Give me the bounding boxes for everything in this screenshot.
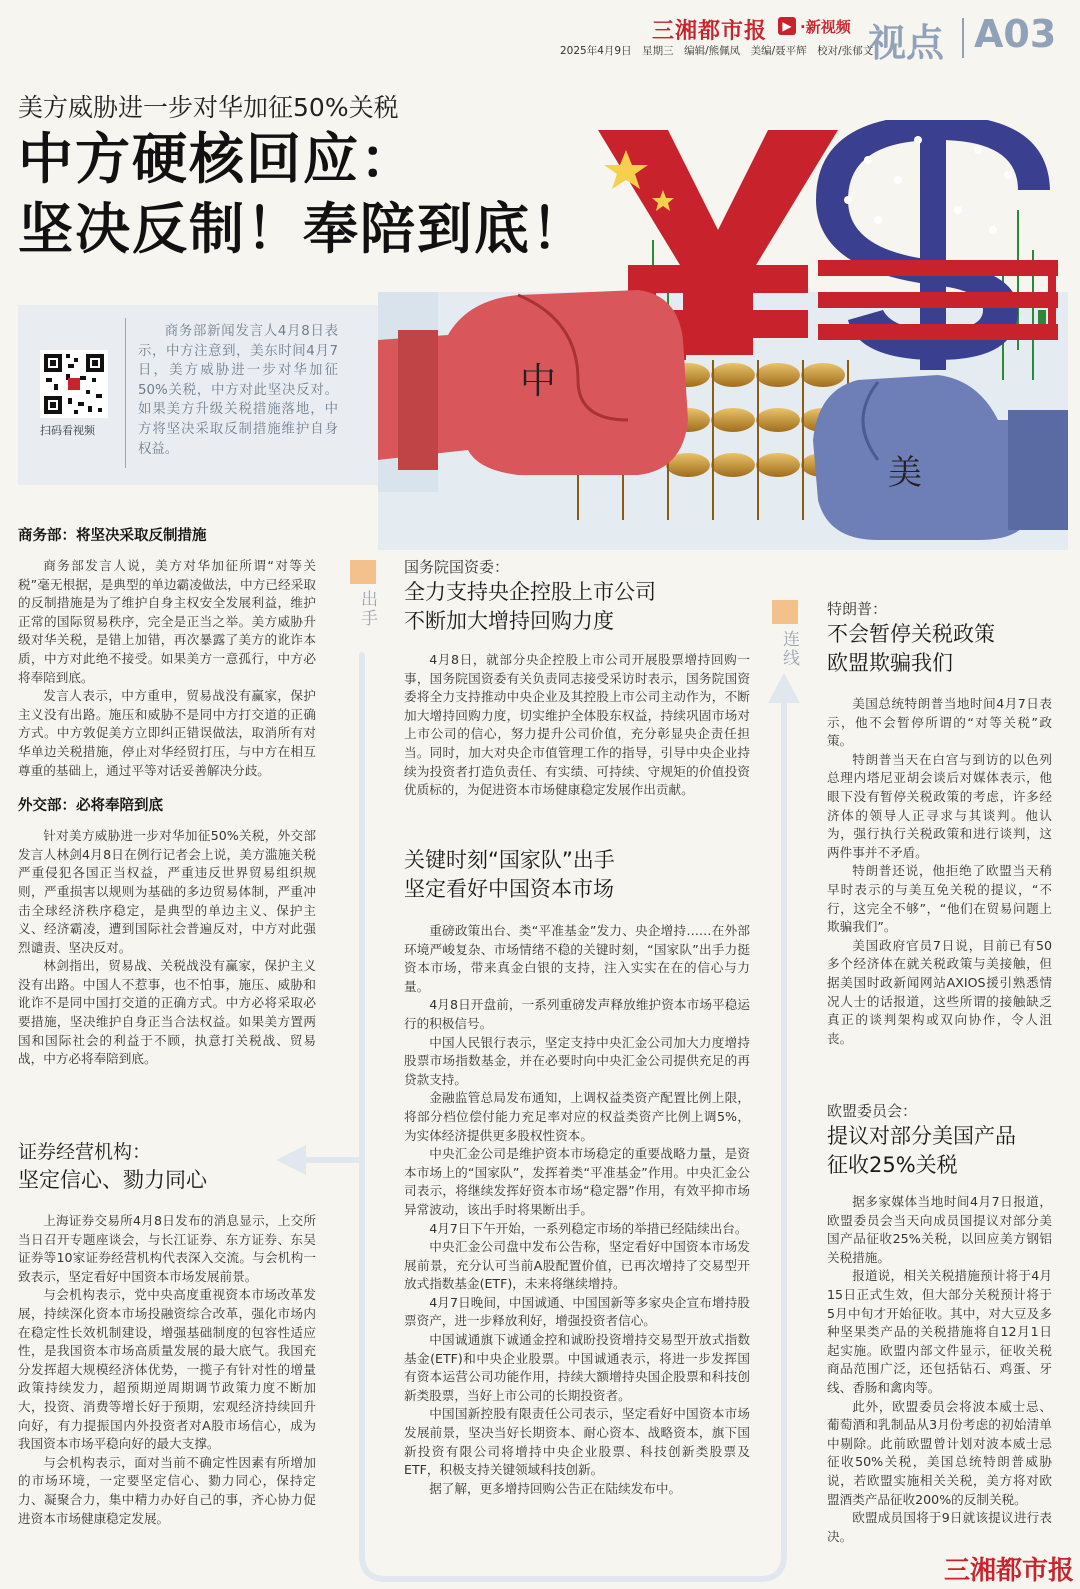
team-para: 中国诚通旗下诚通金控和诚盼投资增持交易型开放式指数基金(ETF)和中央企业股票。中国诚通表示，将进一步发挥国有资本运营公司功能作用，持续大额增持央国企股票和科技创新类股票，当好上市公司的长期投资者。 [404,1332,750,1403]
up-arrow-icon [768,673,800,703]
section-name: 视点 [868,21,945,65]
trump-para: 特朗普当天在白宫与到访的以色列总理内塔尼亚胡会谈后对媒体表示，他眼下没有暂停关税政策的考虑，许多经济体的领导人正寻求与其谈判。他认为，强行执行关税政策和进行谈判，这两件事并不矛盾。 [827,751,1052,860]
masthead-logo: 三湘都市报 [652,19,768,44]
masthead-divider [962,18,964,58]
team-para: 中央汇金公司盘中发布公告称，坚定看好中国资本市场发展前景，充分认可当前A股配置价值，已再次增持了交易型开放式指数基金(ETF)，未来将继续增持。 [404,1239,750,1292]
trump-para: 特朗普还说，他拒绝了欧盟当天稍早时表示的与美互免关税的提议，“不行，这完全不够”，“他们在贸易问题上欺骗我们”。 [827,863,1052,935]
qr-code[interactable] [40,350,108,418]
team-heading-line2: 坚定看好中国资本市场 [404,877,614,901]
mfa-heading: 外交部：必将奉陪到底 [18,798,163,815]
qr-caption: 扫码看视频 [40,424,95,437]
eu-body [827,1193,1052,1546]
sasac-body [404,651,750,800]
broker-heading-small: 证券经营机构： [18,1141,152,1163]
eu-para: 此外，欧盟委员会将波本威士忌、葡萄酒和乳制品从3月份考虑的初始清单中剔除。此前欧盟曾计划对波本威士忌征收50%关税，美国总统特朗普威胁说，若欧盟实施相关关税，美方将对欧盟酒类产品征收200%的反制关税。 [827,1398,1052,1507]
footer-logo: 三湘都市报 [940,1550,1078,1587]
eu-para: 欧盟成员国将于9日就该提议进行表决。 [827,1510,1052,1544]
eu-heading [827,1100,1052,1180]
eu-heading-line1: 提议对部分美国产品 [827,1124,1016,1148]
team-para: 中国人民银行表示，坚定支持中央汇金公司加大力度增持股票市场指数基金，并在必要时向中央汇金公司提供充足的再贷款支持。 [404,1034,750,1087]
chushou-label: 出手 [357,590,377,628]
sasac-heading-line1: 全力支持央企控股上市公司 [404,580,656,604]
team-body [404,922,750,1498]
team-para: 4月7日晚间，中国诚通、中国国新等多家央企宣布增持股票资产，进一步释放利好，增强投资者信心。 [404,1294,750,1329]
team-para: 据了解，更多增持回购公告正在陆续发布中。 [429,1480,682,1496]
team-para: 重磅政策出台、类“平准基金”发力、央企增持……在外部环境严峻复杂、市场情绪不稳的关键时刻，“国家队”出手力挺资本市场，带来真金白银的支持，注入实实在在的信心与力量。 [404,923,750,994]
video-brand-icon: ▶ [778,17,796,35]
chushou-tab [350,560,376,584]
sasac-heading-line2: 不断加大增持回购力度 [404,609,614,633]
trump-para: 美国总统特朗普当地时间4月7日表示，他不会暂停所谓的“对等关税”政策。 [827,696,1052,749]
trump-heading-line1: 不会暂停关税政策 [827,622,995,646]
lianxian-tab [772,600,798,624]
trump-body [827,695,1052,1048]
broker-para: 与会机构表示，党中央高度重视资本市场改革发展，持续深化资本市场投融资综合改革，强化市场内在稳定性长效机制建设，增强基础制度的包容性适应性，是我国资本市场高质量发展的最大底气。我国充分发挥超大规模经济体优势，一揽子有针对性的增量政策持续发力，超预期逆周期调节政策力度不断加大，投资、消费等增长好于预期，宏观经济持续回升向好，有力提振国内外投资者对A股市场信心，成为我国资本市场平稳向好的最大支撑。 [18,1287,316,1452]
sasac-para: 4月8日，就部分央企控股上市公司开展股票增持回购一事，国务院国资委有关负责同志接受采访时表示，国务院国资委将全力支持推动中央企业及其控股上市公司主动作为，不断加大增持回购力度，切实维护全体股东权益，持续巩固市场对上市公司的信心，努力提升公司价值，充分彰显央企责任担当。同时，加大对央企市值管理工作的指导，引导中央企业持续为投资者打造负责任、有实绩、可持续、守规矩的价值投资优质标的，为促进资本市场健康稳定发展作出贡献。 [404,652,750,798]
mofcom-heading: 商务部：将坚决采取反制措施 [18,528,207,544]
video-brand: ·新视频 [800,18,851,36]
sasac-heading [404,556,750,636]
eu-heading-line2: 征收25%关税 [827,1153,958,1177]
lead-text: 商务部新闻发言人4月8日表示，中方注意到，美东时间4月7日，美方威胁进一步对华加征50%关税，中方对此坚决反对。如果美方升级关税措施落地，中方将坚决采取反制措施维护自身权益。 [138,324,338,457]
page-number: A03 [974,12,1057,56]
trump-heading-line2: 欧盟欺骗我们 [827,651,953,675]
mofcom-para: 发言人表示，中方重申，贸易战没有赢家，保护主义没有出路。施压和威胁不是同中方打交道的正确方式。中方敦促美方立即纠正错误做法，取消所有对华单边关税措施，停止对华经贸打压，与中方在相互尊重的基础上，通过平等对话妥善解决分歧。 [18,688,316,778]
team-para: 4月7日下午开始，一系列稳定市场的举措已经陆续出台。 [429,1220,748,1236]
cover-illustration [378,120,1068,550]
team-heading-line1: 关键时刻“国家队”出手 [404,848,615,872]
lianxian-label: 连线 [779,630,799,668]
team-para: 4月8日开盘前，一系列重磅发声释放维护资本市场平稳运行的积极信号。 [404,997,750,1031]
dollar-symbol [816,120,1058,370]
trump-para: 美国政府官员7日说，目前已有50多个经济体在就关税政策与美接触，但据美国时政新闻网站AXIOS援引熟悉情况人士的话报道，这些所谓的接触缺乏真正的谈判架构或双向协作，令人沮丧。 [827,937,1052,1046]
eu-para: 据多家媒体当地时间4月7日报道，欧盟委员会当天向成员国提议对部分美国产品征收25%关税，以回应美方钢铝关税措施。 [827,1194,1052,1265]
team-heading [404,846,750,904]
tariff-fight-image [378,120,1068,550]
broker-para: 与会机构表示，面对当前不确定性因素有所增加的市场环境，一定要坚定信心、勠力同心，保持定力、凝聚合力，集中精力办好自己的事，齐心协力促进资本市场健康稳定发展。 [18,1454,316,1526]
left-arrow-icon [276,1145,306,1175]
broker-para: 上海证券交易所4月8日发布的消息显示，上交所当日召开专题座谈会，与长江证券、东方证券、东吴证券等10家证券经营机构代表深入交流。与会机构一致表示，坚定看好中国资本市场发展前景。 [18,1213,316,1284]
mfa-para: 针对美方威胁进一步对华加征50%关税，外交部发言人林剑4月8日在例行记者会上说，美方滥施关税严重侵犯各国正当权益，严重违反世界贸易组织规则，严重损害以规则为基础的多边贸易体制，严重冲击全球经济秩序稳定，是典型的单边主义、保护主义、经济霸凌，遭到国际社会普遍反对，中方对此强烈谴责、坚决反对。 [18,828,316,955]
mofcom-para: 商务部发言人说，美方对华加征所谓“对等关税”毫无根据，是典型的单边霸凌做法，中方已经采取的反制措施是为了维护自身主权安全发展利益，维护正常的国际贸易秩序，完全是正当之举。美方威胁升级对华关税，是错上加错，再次暴露了美方的讹诈本质，中方对此绝不接受。如果美方一意孤行，中方必将奉陪到底。 [18,558,316,685]
headline-main-line1: 中方硬核回应： [18,127,418,191]
headline-main-line2: 坚决反制！奉陪到底！ [18,197,589,261]
eu-para: 报道说，相关关税措施预计将于4月15日正式生效，但大部分关税预计将于5月中旬才开始征收。其中，对大豆及多种坚果类产品的关税措施将自12月1日起实施。欧盟内部文件显示，征收关税商品范围广泛，还包括钻石、鸡蛋、牙线、香肠和禽肉等。 [827,1268,1052,1395]
trump-heading-small: 特朗普： [827,600,888,618]
qr-code-icon [40,350,108,418]
left-glove-label: 中 [520,361,557,402]
eu-heading-small: 欧盟委员会： [827,1102,918,1120]
broker-heading-main: 坚定信心、勠力同心 [18,1168,207,1192]
team-para: 金融监管总局发布通知，上调权益类资产配置比例上限，将部分档位偿付能力充足率对应的权益类资产比例上调5%，为实体经济提供更多股权性资本。 [404,1090,750,1143]
masthead-info: 2025年4月9日 星期三 编辑/熊佩凤 美编/聂平辉 校对/张郁文 [560,45,874,57]
right-glove-label: 美 [888,453,922,493]
trump-heading [827,598,1052,678]
headline-kicker: 美方威胁进一步对华加征50%关税 [18,93,399,122]
mfa-para: 林剑指出，贸易战、关税战没有赢家，保护主义没有出路。中国人不惹事，也不怕事，施压、威胁和讹诈不是同中国打交道的正确方式。中方必将采取必要措施，坚决维护自身正当合法权益。如果美方置两国和国际社会的利益于不顾，执意打关税战、贸易战，中方必将奉陪到底。 [18,958,316,1067]
lead-divider [125,318,126,468]
team-para: 中央汇金公司是维护资本市场稳定的重要战略力量，是资本市场上的“国家队”，发挥着类“平准基金”作用。中央汇金公司表示，将继续发挥好资本市场“稳定器”作用，有效平抑市场异常波动，该出手时将果断出手。 [404,1146,750,1217]
masthead [0,0,1080,70]
sasac-heading-small: 国务院国资委： [404,558,510,576]
team-para: 中国国新控股有限责任公司表示，坚定看好中国资本市场发展前景，坚决当好长期资本、耐心资本、战略资本，旗下国新投资有限公司将增持中央企业股票、科技创新类股票及ETF，积极支持关键领域科技创新。 [404,1406,750,1478]
